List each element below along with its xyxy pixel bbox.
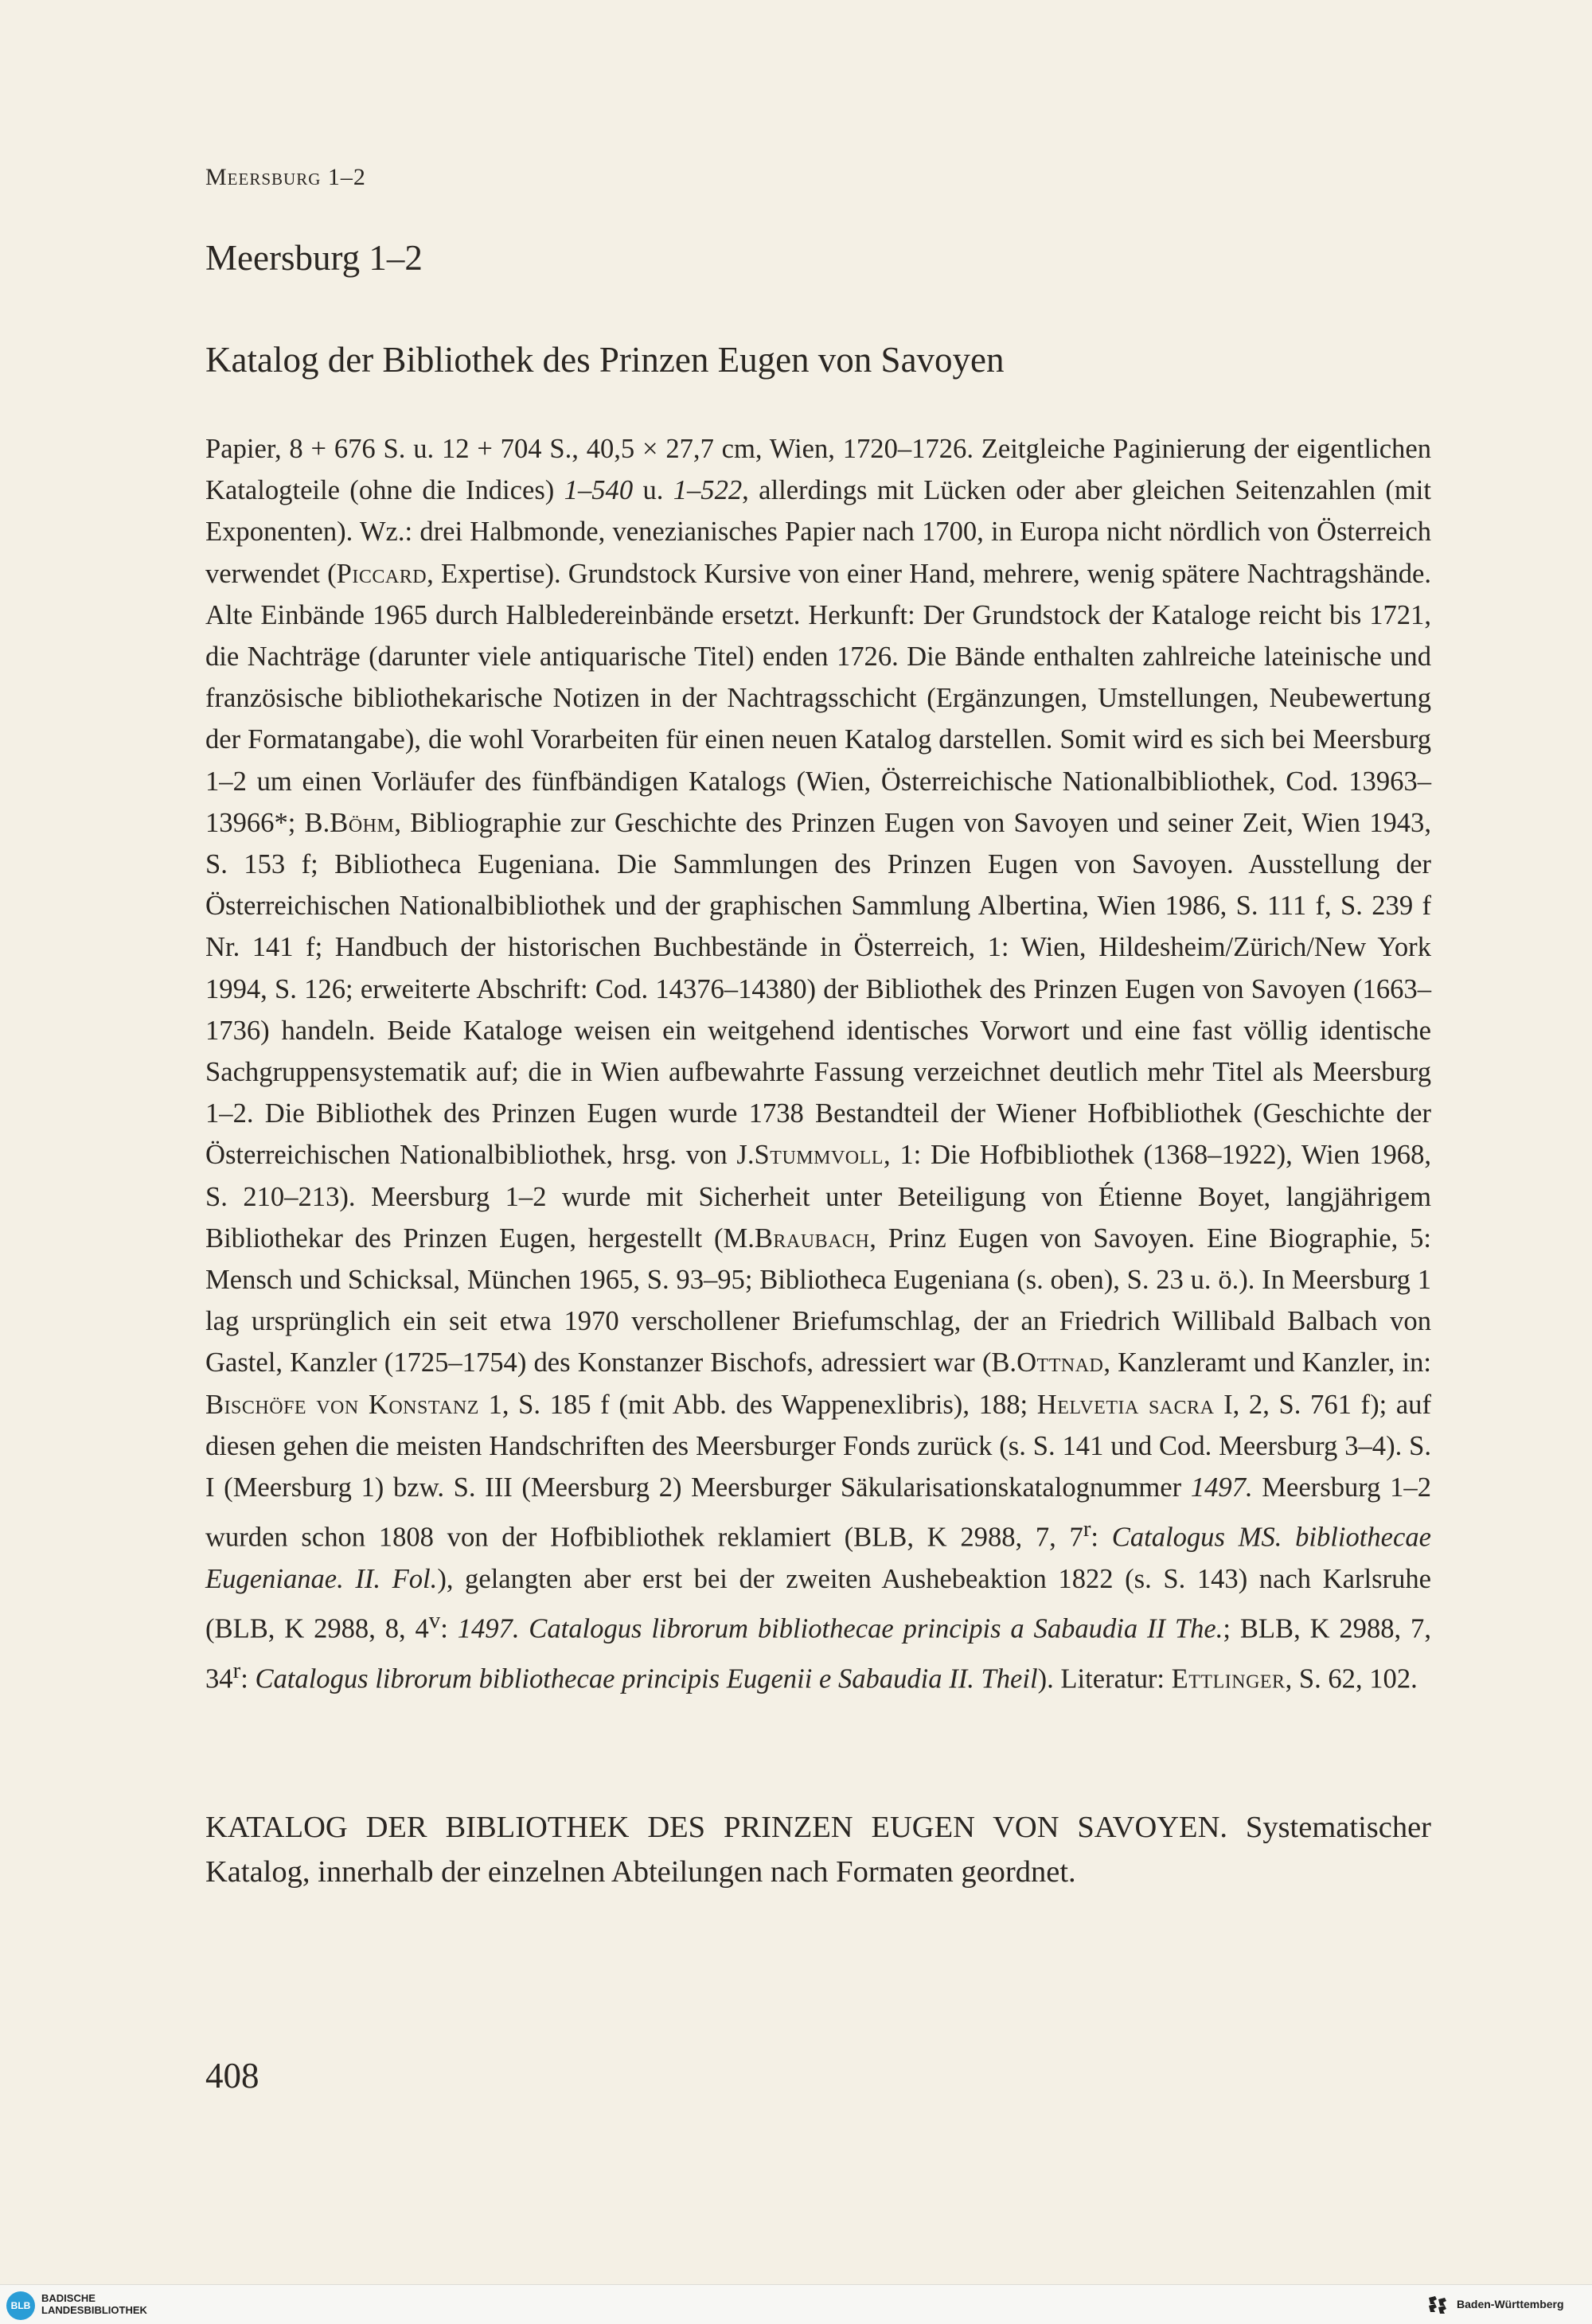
catalog-entry-text: Systematischer Katalog, innerhalb der einzelnen Abteilungen nach Formaten geordnet. bbox=[205, 1811, 1432, 1889]
small-caps-run: Helvetia sacra bbox=[1036, 1389, 1215, 1420]
text-run: ). Literatur: bbox=[1037, 1663, 1172, 1694]
text-run: : bbox=[440, 1613, 458, 1644]
italic-run: 1497. bbox=[1190, 1472, 1253, 1503]
text-run: Meersburg 1–2 wurden schon 1808 von der Hofbibliothek reklamiert (BLB, K 2988, 7, 7 bbox=[205, 1472, 1431, 1553]
text-run: ; BLB, K 2988, 7, 34 bbox=[205, 1613, 1431, 1694]
italic-run: Catalogus MS. bibliothecae Eugenianae. II. Fol. bbox=[205, 1522, 1431, 1595]
running-header: Meersburg 1–2 bbox=[205, 164, 366, 190]
text-run: , allerdings mit Lücken oder aber gleichen Seitenzahlen (mit Exponenten). Wz.: drei Halbmonde, venezianisches Papier nach 1700, in Europa nicht nördlich von Österreich verwendet ( bbox=[205, 475, 1431, 589]
small-caps-run: Piccard bbox=[336, 558, 427, 589]
small-caps-run: Ottnad bbox=[1016, 1347, 1104, 1378]
state-name: Baden-Württemberg bbox=[1457, 2298, 1564, 2310]
description-paragraph bbox=[205, 428, 1431, 1700]
text-run: I, 2, S. 761 f); auf diesen gehen die meisten Handschriften des Meersburger Fonds zurück (s. S. 141 und Cod. Meersburg 3–4). S. I (Meersburg 1) bzw. S. III (Meersburg 2) Meersburger Säkularisationskatalognummer bbox=[205, 1389, 1431, 1503]
text-run: , S. 62, 102. bbox=[1285, 1663, 1418, 1694]
page-number: 408 bbox=[205, 2056, 259, 2096]
small-caps-run: Braubach bbox=[754, 1222, 870, 1254]
italic-run: 1497. Catalogus librorum bibliothecae principis a Sabaudia II The. bbox=[457, 1613, 1223, 1644]
text-run: : bbox=[240, 1663, 256, 1694]
catalog-entry bbox=[205, 1805, 1431, 1894]
superscript: r bbox=[1083, 1516, 1091, 1542]
text-run: u. bbox=[633, 475, 673, 506]
italic-run: 1–540 bbox=[564, 475, 634, 506]
text-run: Papier, 8 + 676 S. u. 12 + 704 S., 40,5 × 27,7 cm, Wien, 1720–1726. Zeitgleiche Paginierung der eigentlichen Katalogteile (ohne die Indices) bbox=[205, 434, 1431, 506]
text-run: , Expertise). Grundstock Kursive von einer Hand, mehrere, wenig spätere Nachtragshände. Alte Einbände 1965 durch Halbledereinbände ersetzt. Herkunft: Der Grundstock der Kataloge reicht bis 1721, die Nachträge (darunter viele antiquarische Titel) enden 1726. Die Bände enthalten zahlreiche lateinische und französische bibliothekarische Notizen in der Nachtragsschicht (Ergänzungen, Umstellungen, Neubewertung der Formatangabe), die wohl Vorarbeiten für einen neuen Katalog darstellen. Somit wird es sich bei Meersburg 1–2 um einen Vorläufer des fünfbändigen Katalogs (Wien, Österreichische Nationalbibliothek, Cod. 13963–13966*; B. bbox=[205, 558, 1431, 838]
text-run: , Kanzleramt und Kanzler, in: bbox=[1103, 1347, 1431, 1378]
small-caps-run: Stummvoll bbox=[754, 1140, 884, 1171]
library-name-line-2: LANDESBIBLIOTHEK bbox=[41, 2304, 147, 2316]
small-caps-run: Ettlinger bbox=[1171, 1663, 1286, 1694]
small-caps-run: Bischöfe von Konstanz bbox=[205, 1389, 479, 1420]
blb-logo-icon: BLB bbox=[6, 2291, 35, 2320]
library-name bbox=[41, 2292, 147, 2316]
catalog-entry-title: KATALOG DER BIBLIOTHEK DES PRINZEN EUGEN VON SAVOYEN. bbox=[205, 1811, 1228, 1844]
footer-bar bbox=[0, 2284, 1592, 2324]
text-run: , Bibliographie zur Geschichte des Prinzen Eugen von Savoyen und seiner Zeit, Wien 1943, S. 153 f; Bibliotheca Eugeniana. Die Sammlungen des Prinzen Eugen von Savoyen. Ausstellung der Österreichischen Nationalbibliothek und der graphischen Sammlung Albertina, Wien 1986, S. 111 f, S. 239 f Nr. 141 f; Handbuch der historischen Buchbestände in Österreich, 1: Wien, Hildesheim/Zürich/New York 1994, S. 126; erweiterte Abschrift: Cod. 14376–14380) der Bibliothek des Prinzen Eugen von Savoyen (1663–1736) handeln. Beide Kataloge weisen ein weitgehend identisches Vorwort und eine fast völlig identische Sachgruppensystematik auf; die in Wien aufbewahrte Fassung verzeichnet deutlich mehr Titel als Meersburg 1–2. Die Bibliothek des Prinzen Eugen wurde 1738 Bestandteil der Wiener Hofbibliothek (Geschichte der Österreichischen Nationalbibliothek, hrsg. von J. bbox=[205, 807, 1431, 1171]
small-caps-run: Böhm bbox=[330, 807, 395, 838]
italic-run: Catalogus librorum bibliothecae principis Eugenii e Sabaudia II. Theil bbox=[255, 1663, 1038, 1694]
catalog-title: Katalog der Bibliothek des Prinzen Eugen von Savoyen bbox=[205, 340, 1005, 380]
library-name-line-1: BADISCHE bbox=[41, 2292, 96, 2304]
baden-wuerttemberg-lions-icon bbox=[1427, 2295, 1451, 2315]
text-run: ), gelangten aber erst bei der zweiten Aushebeaktion 1822 (s. S. 143) nach Karlsruhe (BLB, K 2988, 8, 4 bbox=[205, 1564, 1431, 1644]
text-run: 1, S. 185 f (mit Abb. des Wappenexlibris), 188; bbox=[478, 1389, 1037, 1420]
section-heading: Meersburg 1–2 bbox=[205, 238, 423, 278]
text-run: , 1: Die Hofbibliothek (1368–1922), Wien 1968, S. 210–213). Meersburg 1–2 wurde mit Sicherheit unter Beteiligung von Étienne Boyet, langjährigem Bibliothekar des Prinzen Eugen, hergestellt (M. bbox=[205, 1140, 1432, 1254]
text-run: : bbox=[1091, 1522, 1112, 1553]
superscript: r bbox=[232, 1657, 241, 1683]
text-run: , Prinz Eugen von Savoyen. Eine Biographie, 5: Mensch und Schicksal, München 1965, S. 93–95; Bibliotheca Eugeniana (s. oben), S. 23 u. ö.). In Meersburg 1 lag ursprünglich ein seit etwa 1970 verschollener Briefumschlag, der an Friedrich Willibald Balbach von Gastel, Kanzler (1725–1754) des Konstanzer Bischofs, adressiert war (B. bbox=[205, 1222, 1431, 1378]
superscript: v bbox=[428, 1608, 441, 1634]
italic-run: 1–522 bbox=[673, 475, 743, 506]
